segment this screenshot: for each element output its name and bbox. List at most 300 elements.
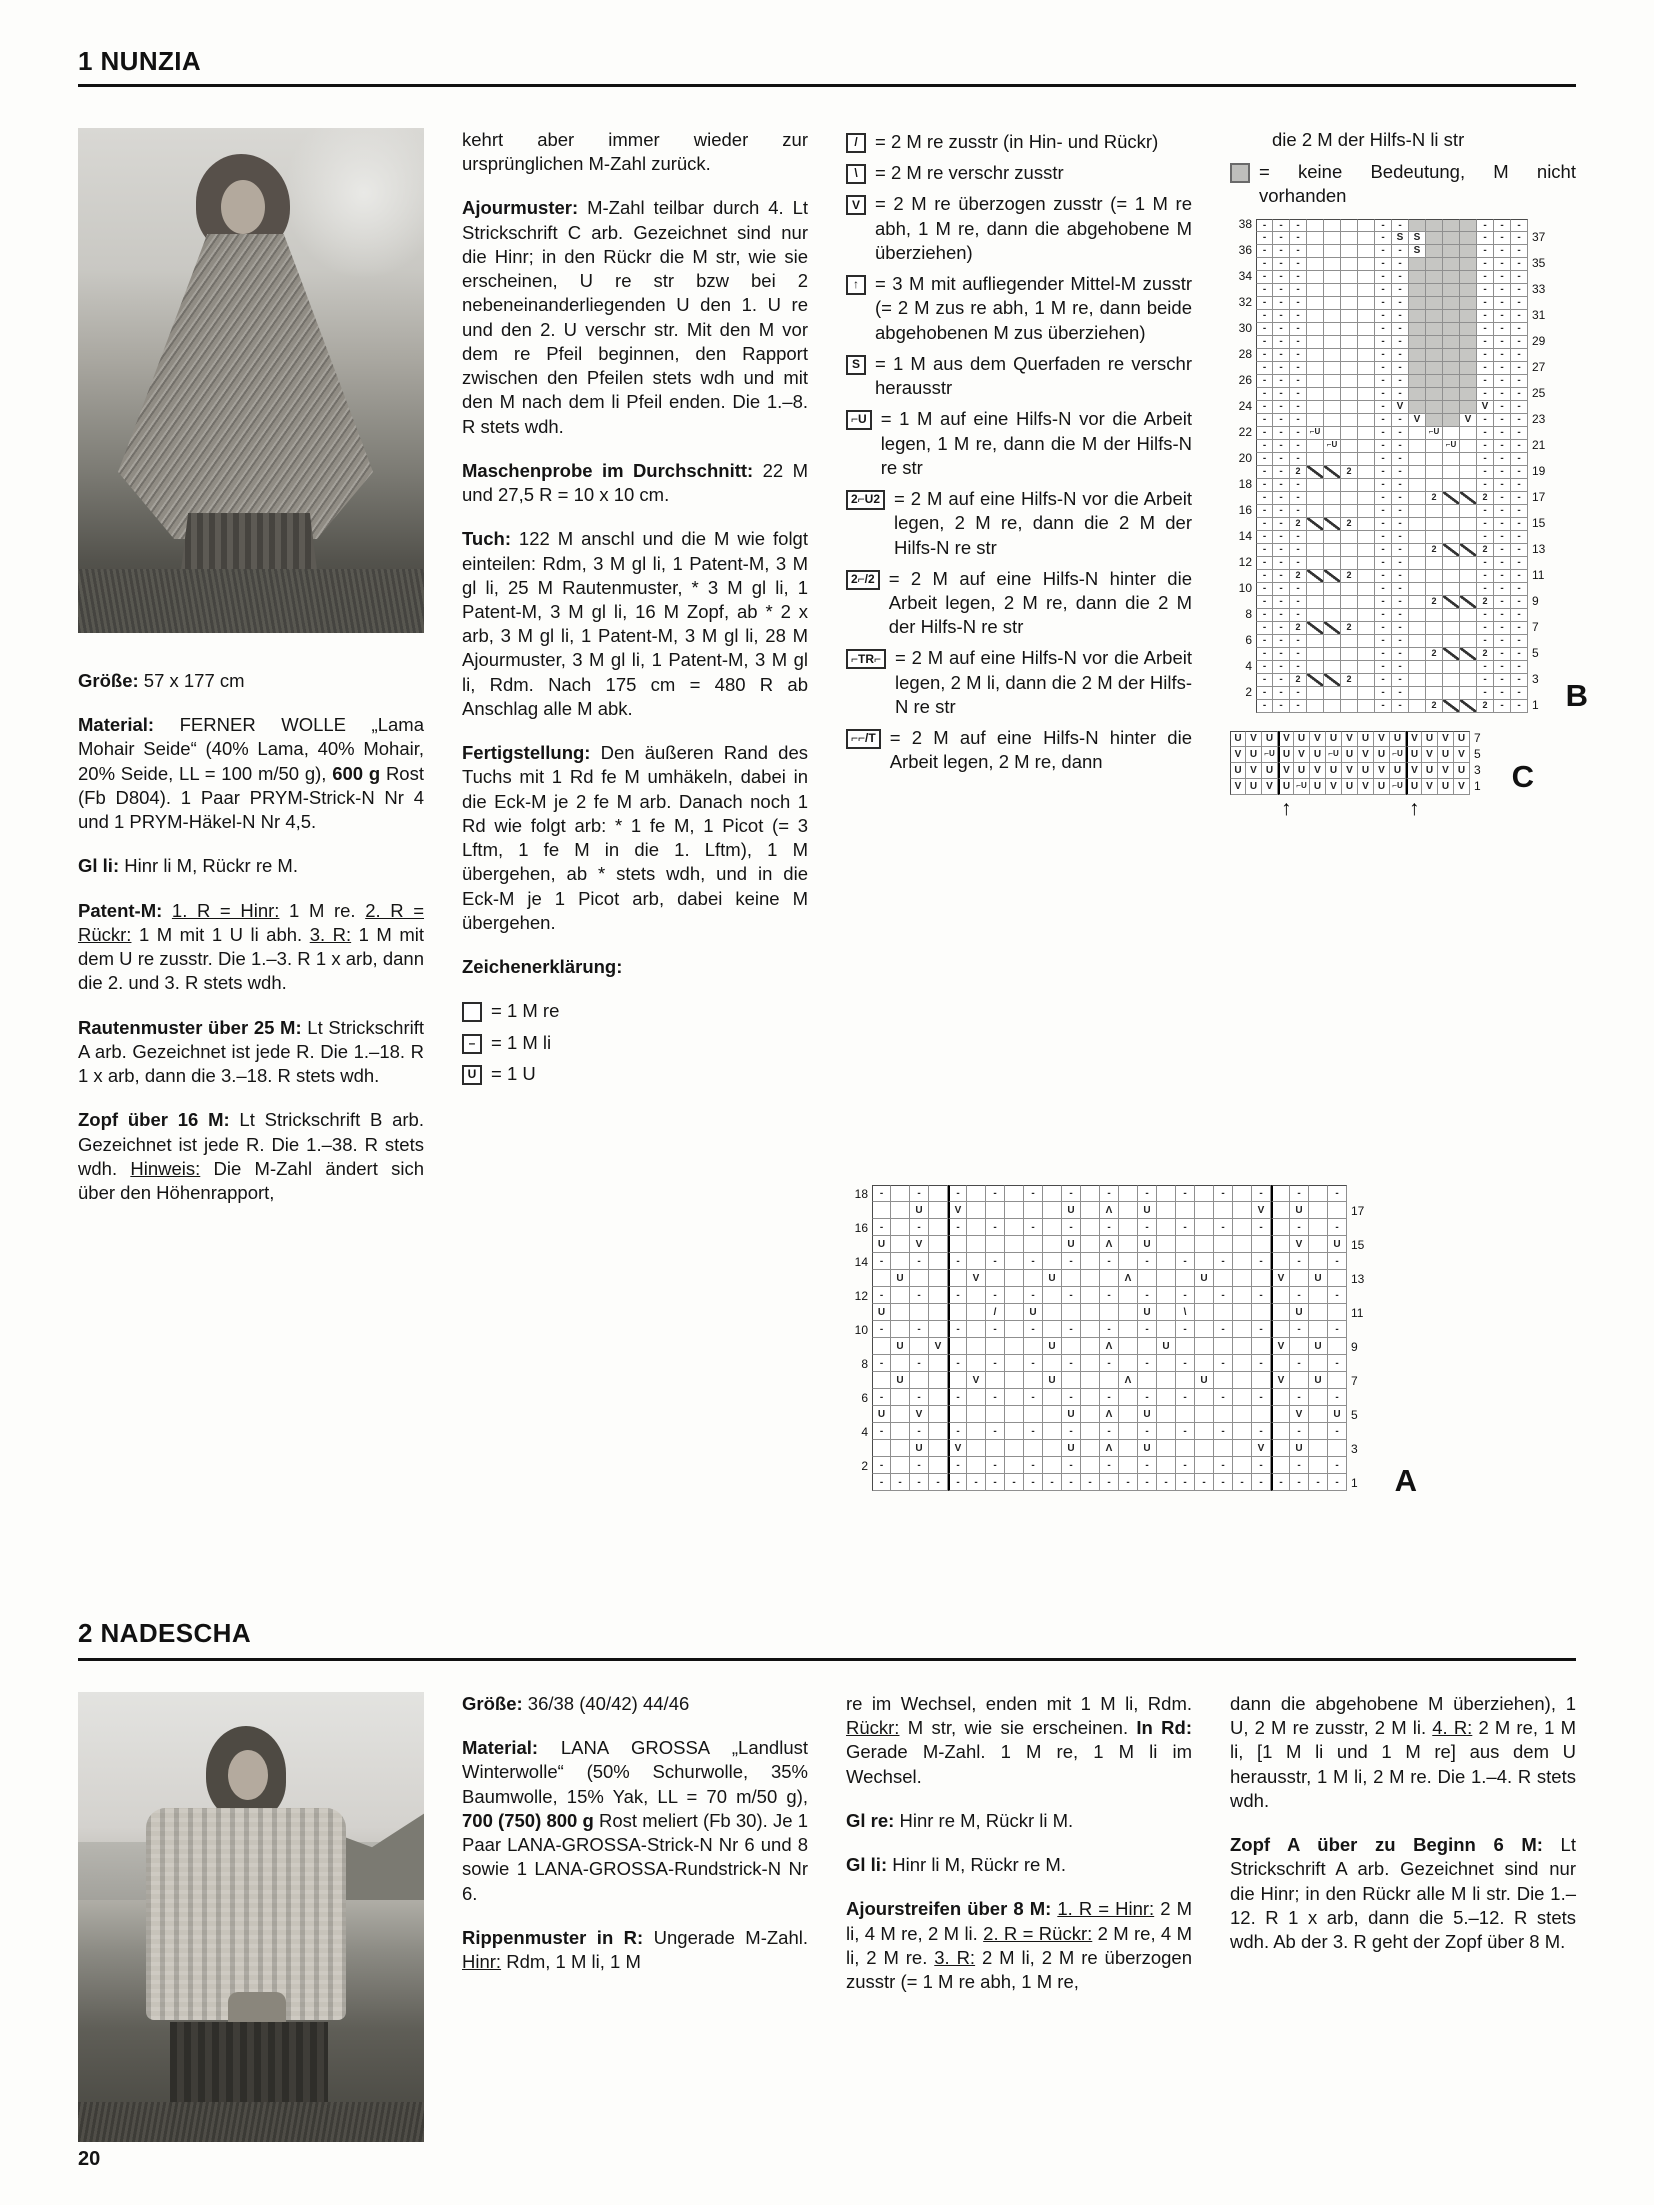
chart-row bbox=[1230, 747, 1492, 763]
chart-cell: - bbox=[1024, 1457, 1043, 1474]
chart-cell bbox=[1324, 297, 1341, 310]
chart-cell: U bbox=[1062, 1202, 1081, 1219]
chart-cell: - bbox=[1375, 531, 1392, 544]
chart-cell: - bbox=[1392, 687, 1409, 700]
chart-cell: - bbox=[1024, 1219, 1043, 1236]
chart-cell bbox=[1409, 609, 1426, 622]
chart-cell: U bbox=[1326, 731, 1342, 747]
chart-row-number: 7 bbox=[1351, 1373, 1358, 1388]
chart-cell: ⌐U bbox=[1307, 427, 1324, 440]
chart-cell: V bbox=[1271, 1270, 1290, 1287]
chart-cell bbox=[1081, 1287, 1100, 1304]
chart-cell: 2 bbox=[1341, 570, 1358, 583]
chart-cell bbox=[1271, 1202, 1290, 1219]
chart-cell: - bbox=[1273, 466, 1290, 479]
chart-cell: - bbox=[1494, 687, 1511, 700]
chart-cell: - bbox=[1511, 232, 1528, 245]
chart-row-number: 11 bbox=[1532, 568, 1545, 583]
chart-cell: - bbox=[1273, 284, 1290, 297]
stitch-symbol: \ bbox=[846, 164, 866, 184]
rapport-arrow: ↑ bbox=[1409, 796, 1420, 820]
legend-item bbox=[846, 567, 1192, 640]
chart-cell: - bbox=[948, 1219, 967, 1236]
chart-cell bbox=[1460, 492, 1477, 505]
legend-text bbox=[889, 567, 1192, 640]
chart-cell: - bbox=[1392, 492, 1409, 505]
chart-cell bbox=[1100, 1304, 1119, 1321]
chart-cell: U bbox=[1138, 1202, 1157, 1219]
chart-cell: - bbox=[1157, 1474, 1176, 1491]
chart-cell bbox=[1307, 323, 1324, 336]
chart-cell bbox=[1358, 492, 1375, 505]
paragraph bbox=[462, 196, 808, 438]
chart-cell bbox=[1100, 1270, 1119, 1287]
chart-cell bbox=[1307, 479, 1324, 492]
knitted-shawl bbox=[118, 234, 373, 539]
chart-cell bbox=[986, 1372, 1005, 1389]
chart-cell bbox=[1157, 1253, 1176, 1270]
chart-cell bbox=[1358, 323, 1375, 336]
chart-cell: 2 bbox=[1426, 544, 1443, 557]
chart-row bbox=[846, 1440, 1373, 1457]
chart-row bbox=[1230, 375, 1554, 388]
text-segment: Fertigstellung: bbox=[462, 742, 591, 764]
chart-cell bbox=[1443, 388, 1460, 401]
chart-cell: - bbox=[948, 1355, 967, 1372]
chart-cell: - bbox=[1252, 1389, 1271, 1406]
chart-cell bbox=[1341, 700, 1358, 713]
chart-cell: - bbox=[1375, 232, 1392, 245]
chart-cell: - bbox=[1273, 375, 1290, 388]
chart-row-number: 8 bbox=[861, 1356, 868, 1371]
chart-cell bbox=[1426, 258, 1443, 271]
chart-cell: 2 bbox=[1477, 492, 1494, 505]
chart-row-number bbox=[1347, 1355, 1373, 1372]
chart-cell bbox=[1233, 1270, 1252, 1287]
chart-cell bbox=[1307, 609, 1324, 622]
chart-cell: - bbox=[1494, 648, 1511, 661]
chart-cell: - bbox=[1375, 687, 1392, 700]
chart-cell bbox=[891, 1389, 910, 1406]
chart-cell: V bbox=[1326, 779, 1342, 795]
chart-cell: - bbox=[1273, 440, 1290, 453]
chart-row bbox=[1230, 518, 1554, 531]
chart-row bbox=[1230, 258, 1554, 271]
chart-cell: - bbox=[1392, 427, 1409, 440]
chart-cell: - bbox=[1100, 1474, 1119, 1491]
chart-cell: - bbox=[1214, 1457, 1233, 1474]
chart-cell: - bbox=[1392, 479, 1409, 492]
legend-item bbox=[462, 1062, 808, 1086]
chart-cell bbox=[1324, 427, 1341, 440]
chart-cell bbox=[1341, 271, 1358, 284]
chart-cell: - bbox=[1256, 492, 1273, 505]
chart-row-number bbox=[1230, 596, 1256, 609]
legend-item bbox=[846, 646, 1192, 719]
chart-cell bbox=[1309, 1440, 1328, 1457]
chart-cell: - bbox=[1273, 297, 1290, 310]
chart-cell bbox=[1309, 1236, 1328, 1253]
chart-cell: U bbox=[1390, 763, 1406, 779]
chart-cell bbox=[1426, 349, 1443, 362]
chart-cell bbox=[1443, 349, 1460, 362]
chart-cell: - bbox=[1511, 258, 1528, 271]
chart-cell: - bbox=[948, 1253, 967, 1270]
chart-cell: - bbox=[986, 1355, 1005, 1372]
chart-cell: - bbox=[1392, 271, 1409, 284]
chart-cell: U bbox=[1309, 1372, 1328, 1389]
chart-cell bbox=[1307, 440, 1324, 453]
chart-cell bbox=[1358, 674, 1375, 687]
chart-cell bbox=[1409, 297, 1426, 310]
chart-cell: - bbox=[1273, 700, 1290, 713]
chart-cell bbox=[1233, 1372, 1252, 1389]
chart-cell bbox=[948, 1372, 967, 1389]
chart-cell: - bbox=[1477, 479, 1494, 492]
chart-cell bbox=[1358, 622, 1375, 635]
chart-cell bbox=[1081, 1355, 1100, 1372]
text-segment: kehrt aber immer wieder zur ursprünglichen M-Zahl zurück. bbox=[462, 129, 808, 175]
chart-cell: - bbox=[1328, 1457, 1347, 1474]
chart-row-number: 1 bbox=[1532, 698, 1539, 713]
chart-cell bbox=[1358, 258, 1375, 271]
chart-cell: - bbox=[1494, 349, 1511, 362]
chart-cell bbox=[1309, 1423, 1328, 1440]
chart-cell bbox=[967, 1338, 986, 1355]
chart-cell bbox=[1138, 1372, 1157, 1389]
chart-cell: - bbox=[1511, 336, 1528, 349]
chart-cell: - bbox=[1273, 661, 1290, 674]
chart-cell: - bbox=[1392, 674, 1409, 687]
chart-cell: - bbox=[948, 1321, 967, 1338]
chart-cell bbox=[1358, 349, 1375, 362]
chart-cell: - bbox=[1290, 401, 1307, 414]
chart-cell bbox=[1341, 349, 1358, 362]
chart-cell: - bbox=[986, 1287, 1005, 1304]
chart-row-number: 15 bbox=[1351, 1237, 1365, 1252]
column-4 bbox=[1230, 128, 1588, 825]
chart-cell: - bbox=[1494, 570, 1511, 583]
chart-cell bbox=[1195, 1338, 1214, 1355]
chart-cell bbox=[1157, 1457, 1176, 1474]
paragraph bbox=[78, 899, 424, 996]
chart-cell: - bbox=[1511, 596, 1528, 609]
chart-cell: - bbox=[1477, 635, 1494, 648]
chart-cell: - bbox=[1328, 1474, 1347, 1491]
chart-cell bbox=[1307, 232, 1324, 245]
chart-cell: - bbox=[1328, 1287, 1347, 1304]
chart-cell bbox=[1252, 1236, 1271, 1253]
chart-cell bbox=[1460, 544, 1477, 557]
chart-cell: - bbox=[1494, 401, 1511, 414]
chart-cell bbox=[1324, 453, 1341, 466]
chart-cell: - bbox=[872, 1474, 891, 1491]
chart-cell: - bbox=[1511, 622, 1528, 635]
chart-cell bbox=[929, 1270, 948, 1287]
chart-cell bbox=[1426, 336, 1443, 349]
chart-row-number bbox=[1347, 1321, 1373, 1338]
chart-cell: - bbox=[1494, 427, 1511, 440]
chart-cell bbox=[1341, 297, 1358, 310]
chart-cell bbox=[1341, 323, 1358, 336]
chart-cell: - bbox=[1176, 1321, 1195, 1338]
chart-row-number: 32 bbox=[1238, 295, 1252, 310]
chart-cell: - bbox=[1392, 700, 1409, 713]
paragraph bbox=[462, 741, 808, 935]
text-segment: Ajourmuster: bbox=[462, 197, 579, 219]
chart-row bbox=[1230, 245, 1554, 258]
chart-cell bbox=[1271, 1185, 1290, 1202]
chart-cell bbox=[1214, 1304, 1233, 1321]
chart-cell bbox=[1307, 531, 1324, 544]
chart-cell bbox=[1460, 518, 1477, 531]
chart-cell bbox=[1081, 1304, 1100, 1321]
chart-cell: - bbox=[1375, 297, 1392, 310]
chart-cell bbox=[1460, 310, 1477, 323]
text-segment: 122 M anschl und die M wie folgt einteilen: Rdm, 3 M gl li, 1 Patent-M, 3 M gl li, 25 M Rautenmuster, * 3 M gl li, 1 Patent-M, 3 M gl li, 16 M Zopf, ab * 2 x arb, 3 M gl li, 1 Patent-M, 3 M gl li, 28 M Ajourmuster, 3 M gl li, 1 Patent-M, 3 M gl li, Rdm. Nach 175 cm = 480 R ab Anschlag alle M abk. bbox=[462, 528, 808, 719]
chart-cell: - bbox=[1290, 323, 1307, 336]
chart-row bbox=[846, 1355, 1373, 1372]
chart-cell: V bbox=[929, 1338, 948, 1355]
text-segment: Größe: bbox=[462, 1693, 523, 1714]
chart-row-number bbox=[846, 1338, 872, 1355]
chart-cell bbox=[1443, 375, 1460, 388]
chart-cell bbox=[1324, 596, 1341, 609]
chart-cell: - bbox=[1511, 609, 1528, 622]
text-segment: Rost (Fb D804). 1 Paar PRYM-Strick-N Nr 4 und 1 PRYM-Häkel-N Nr 4,5. bbox=[78, 762, 424, 833]
chart-cell bbox=[1426, 674, 1443, 687]
chart-cell bbox=[929, 1457, 948, 1474]
chart-cell bbox=[1324, 258, 1341, 271]
chart-cell bbox=[929, 1202, 948, 1219]
chart-cell bbox=[1005, 1304, 1024, 1321]
chart-row-number bbox=[1230, 700, 1256, 713]
chart-cell bbox=[1062, 1338, 1081, 1355]
chart-cell: 2 bbox=[1477, 700, 1494, 713]
chart-cell bbox=[1409, 453, 1426, 466]
chart-row bbox=[1230, 310, 1554, 323]
chart-cell bbox=[1409, 349, 1426, 362]
chart-cell: - bbox=[1138, 1355, 1157, 1372]
chart-cell: - bbox=[1256, 349, 1273, 362]
chart-cell: - bbox=[1477, 609, 1494, 622]
legend-symbols bbox=[846, 130, 1192, 775]
chart-cell bbox=[1324, 557, 1341, 570]
chart-cell bbox=[1307, 388, 1324, 401]
chart-cell: - bbox=[1256, 531, 1273, 544]
chart-cell: - bbox=[1375, 622, 1392, 635]
chart-row-number bbox=[1347, 1253, 1373, 1270]
chart-cell: - bbox=[1256, 388, 1273, 401]
chart-cell: S bbox=[1409, 232, 1426, 245]
chart-cell bbox=[1341, 531, 1358, 544]
chart-row-number: 28 bbox=[1238, 347, 1252, 362]
chart-cell bbox=[1409, 362, 1426, 375]
chart-cell: U bbox=[891, 1270, 910, 1287]
chart-row bbox=[1230, 583, 1554, 596]
chart-cell: - bbox=[1494, 492, 1511, 505]
chart-cell: - bbox=[1256, 466, 1273, 479]
chart-cell bbox=[1460, 219, 1477, 232]
chart-b-letter: B bbox=[1565, 678, 1588, 714]
chart-cell: U bbox=[1422, 731, 1438, 747]
chart-cell bbox=[1358, 518, 1375, 531]
legend-text bbox=[890, 726, 1192, 774]
chart-cell bbox=[1309, 1202, 1328, 1219]
chart-cell bbox=[1426, 505, 1443, 518]
chart-cell: - bbox=[1511, 440, 1528, 453]
chart-cell: 2 bbox=[1477, 648, 1494, 661]
text-segment: 2. R = Rückr: bbox=[78, 899, 425, 945]
chart-row bbox=[1230, 700, 1554, 713]
chart-row-number: 27 bbox=[1532, 360, 1546, 375]
chart-cell: - bbox=[1256, 505, 1273, 518]
chart-cell bbox=[1426, 323, 1443, 336]
chart-row bbox=[846, 1338, 1373, 1355]
chart-cell bbox=[929, 1236, 948, 1253]
chart-cell bbox=[1176, 1236, 1195, 1253]
chart-cell: - bbox=[1494, 557, 1511, 570]
chart-cell: V bbox=[967, 1372, 986, 1389]
chart-cell: - bbox=[1375, 245, 1392, 258]
chart-cell bbox=[1307, 518, 1324, 531]
chart-cell: - bbox=[1477, 427, 1494, 440]
chart-cell: V bbox=[1358, 747, 1374, 763]
chart-cell: - bbox=[1100, 1423, 1119, 1440]
chart-cell bbox=[1081, 1185, 1100, 1202]
chart-cell: - bbox=[1290, 1253, 1309, 1270]
chart-cell: V bbox=[1342, 731, 1358, 747]
chart-cell: 2 bbox=[1426, 648, 1443, 661]
chart-cell bbox=[1024, 1236, 1043, 1253]
chart-row bbox=[846, 1253, 1373, 1270]
chart-cell: - bbox=[1290, 258, 1307, 271]
chart-cell bbox=[1443, 427, 1460, 440]
chart-cell: V bbox=[1252, 1440, 1271, 1457]
chart-cell: - bbox=[1392, 609, 1409, 622]
chart-row bbox=[1230, 505, 1554, 518]
chart-cell: V bbox=[1278, 763, 1294, 779]
chart-cell bbox=[1460, 232, 1477, 245]
chart-cell: - bbox=[1290, 1355, 1309, 1372]
chart-cell: - bbox=[1477, 570, 1494, 583]
chart-cell bbox=[1157, 1185, 1176, 1202]
chart-cell bbox=[1443, 609, 1460, 622]
grass-foreground bbox=[78, 569, 424, 633]
chart-row bbox=[1230, 284, 1554, 297]
chart-cell: - bbox=[1477, 505, 1494, 518]
chart-cell bbox=[1460, 687, 1477, 700]
chart-cell: - bbox=[1511, 414, 1528, 427]
chart-row bbox=[1230, 763, 1492, 779]
chart-cell bbox=[1443, 531, 1460, 544]
chart-cell bbox=[1233, 1457, 1252, 1474]
chart-row bbox=[1230, 648, 1554, 661]
chart-cell: 2 bbox=[1477, 596, 1494, 609]
chart-cell: - bbox=[1290, 349, 1307, 362]
chart-cell: U bbox=[1262, 763, 1278, 779]
chart-cell bbox=[1307, 557, 1324, 570]
chart-row-number: 25 bbox=[1532, 386, 1546, 401]
chart-cell: - bbox=[1290, 362, 1307, 375]
chart-cell bbox=[1358, 609, 1375, 622]
chart-row-number bbox=[1230, 674, 1256, 687]
chart-cell: - bbox=[1290, 531, 1307, 544]
chart-cell bbox=[1043, 1304, 1062, 1321]
chart-cell: - bbox=[1290, 1389, 1309, 1406]
chart-cell bbox=[1341, 609, 1358, 622]
chart-cell: V bbox=[1438, 763, 1454, 779]
chart-cell: - bbox=[986, 1219, 1005, 1236]
column-2-s2-text bbox=[462, 1692, 808, 1974]
chart-cell: - bbox=[986, 1389, 1005, 1406]
chart-cell: - bbox=[872, 1253, 891, 1270]
chart-cell: - bbox=[1233, 1474, 1252, 1491]
legend-text bbox=[895, 646, 1192, 719]
chart-cell: - bbox=[1290, 453, 1307, 466]
chart-cell bbox=[1409, 492, 1426, 505]
chart-cell bbox=[1426, 232, 1443, 245]
chart-cell bbox=[1324, 518, 1341, 531]
chart-row-number: 15 bbox=[1532, 516, 1546, 531]
chart-row-number: 18 bbox=[854, 1186, 868, 1201]
chart-cell bbox=[1324, 232, 1341, 245]
stitch-symbol: ⌐⌐/T bbox=[846, 729, 881, 749]
chart-cell: - bbox=[1290, 609, 1307, 622]
chart-cell: U bbox=[1138, 1406, 1157, 1423]
chart-cell bbox=[1309, 1185, 1328, 1202]
column-1-s2 bbox=[78, 1692, 424, 2142]
chart-row bbox=[1230, 388, 1554, 401]
chart-cell: - bbox=[1214, 1423, 1233, 1440]
chart-cell bbox=[1328, 1202, 1347, 1219]
chart-row-number bbox=[1347, 1389, 1373, 1406]
chart-cell: - bbox=[872, 1321, 891, 1338]
chart-cell: - bbox=[986, 1253, 1005, 1270]
chart-cell bbox=[1341, 492, 1358, 505]
chart-cell bbox=[1043, 1457, 1062, 1474]
chart-cell: - bbox=[1081, 1474, 1100, 1491]
chart-cell bbox=[1324, 687, 1341, 700]
chart-cell bbox=[1358, 336, 1375, 349]
chart-cell bbox=[1409, 583, 1426, 596]
chart-cell bbox=[1307, 245, 1324, 258]
chart-cell: - bbox=[1290, 297, 1307, 310]
chart-cell bbox=[1324, 648, 1341, 661]
no-stitch-symbol bbox=[1230, 163, 1250, 183]
text-segment: 1 M mit dem U re zusstr. Die 1.–3. R 1 x arb, dann die 2. und 3. R stets wdh. bbox=[78, 923, 425, 994]
chart-cell bbox=[1309, 1457, 1328, 1474]
chart-cell bbox=[967, 1321, 986, 1338]
chart-cell: U bbox=[1342, 779, 1358, 795]
chart-cell bbox=[1307, 687, 1324, 700]
chart-cell bbox=[1043, 1236, 1062, 1253]
legend-item bbox=[846, 352, 1192, 400]
text-segment: Gl li: bbox=[846, 1854, 888, 1876]
chart-cell bbox=[1409, 258, 1426, 271]
chart-cell: - bbox=[1328, 1253, 1347, 1270]
chart-cell: U bbox=[1230, 731, 1246, 747]
chart-row-number: 13 bbox=[1532, 542, 1546, 557]
chart-cell bbox=[1426, 284, 1443, 297]
chart-cell: - bbox=[1138, 1474, 1157, 1491]
chart-cell: - bbox=[1273, 609, 1290, 622]
chart-cell bbox=[1233, 1253, 1252, 1270]
chart-cell: - bbox=[1214, 1219, 1233, 1236]
chart-cell: - bbox=[1494, 531, 1511, 544]
chart-cell bbox=[1024, 1270, 1043, 1287]
chart-cell: - bbox=[1477, 518, 1494, 531]
